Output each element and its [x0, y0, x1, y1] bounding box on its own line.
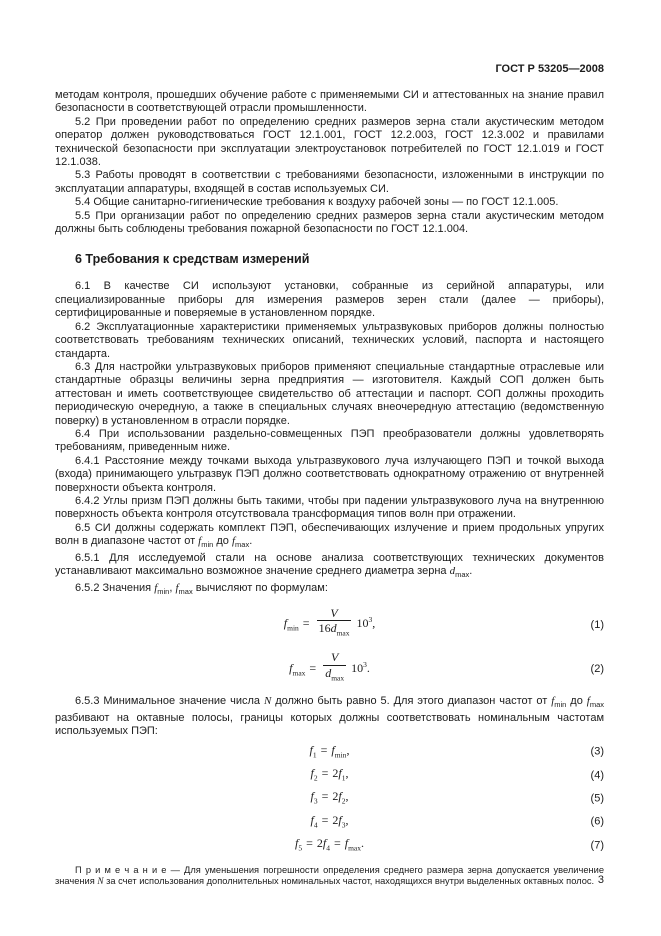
text: 10: [356, 616, 369, 631]
paragraph-5-3: 5.3 Работы проводят в соответствии с требованиями безопасности, изложенными в инструкции по эксплуатации аппаратуры, входящей в состав используемых СИ.: [55, 169, 604, 195]
f-symbol: f: [175, 581, 179, 594]
paragraph-5-2: 5.2 При проведении работ по определению средних размеров зерна стали акустическим методом оператор должен руководствоваться ГОСТ 12.1.001, ГОСТ 12.2.003, ГОСТ 12.3.002 и правилами технической безопасности при эксплуатации электроустановок потребителей по ГОСТ 12.1.019 и ГОСТ 12.1.038.: [55, 115, 604, 169]
power-of-ten: [351, 661, 367, 675]
fraction: [317, 607, 352, 640]
paragraph-continuation: методам контроля, прошедших обучение работе с применяемыми СИ и аттестованных на знание правил безопасности в соответствующей отрасли промышленности.: [55, 89, 604, 115]
f-symbol: f: [154, 581, 158, 594]
text: П р и м е ч а н и е — Для уменьшения погрешности определения среднего размера зерна допускается увеличение значения: [55, 864, 604, 887]
f-symbol: f: [338, 789, 342, 804]
subscript: 1: [312, 749, 317, 759]
subscript: 4: [313, 820, 318, 830]
f-symbol: f: [309, 742, 313, 757]
f-symbol: f: [331, 742, 335, 757]
subscript-min: min: [287, 623, 299, 633]
paragraph-6-2: 6.2 Эксплуатационные характеристики применяемых ультразвуковых приборов должны полностью соответствовать требованиям технических описаний, технических условий, паспорта и настоящего стандарта.: [55, 320, 604, 360]
text: 6.5 СИ должны содержать комплект ПЭП, обеспечивающих излучение и прием продольных упругих волн в диапазоне частот от: [55, 521, 604, 548]
punctuation: ,: [345, 789, 349, 804]
fraction-denominator: [317, 621, 352, 640]
paragraph-6-5-2: [55, 582, 604, 599]
d-symbol: d: [330, 621, 337, 636]
v-symbol: V: [330, 605, 338, 620]
equation-body: [310, 812, 349, 830]
equation-number: (6): [590, 815, 604, 828]
punctuation: .: [366, 660, 370, 675]
subscript-max: max: [235, 540, 250, 550]
equation-number: (7): [590, 839, 604, 852]
equation-number: (3): [590, 745, 604, 758]
subscript-max: max: [178, 586, 193, 596]
subscript-max: max: [589, 700, 604, 710]
equation-5: [55, 789, 604, 808]
coefficient: 2: [332, 812, 339, 827]
equation-body: [294, 836, 364, 853]
subscript-min: min: [201, 540, 214, 550]
standard-number: ГОСТ Р 53205—2008: [495, 63, 604, 75]
equation-number: (5): [590, 792, 604, 805]
equation-body: [310, 743, 350, 757]
f-symbol: f: [344, 836, 349, 851]
v-symbol: V: [330, 650, 339, 665]
f-symbol: f: [289, 660, 293, 675]
subscript-max: max: [292, 668, 306, 678]
equals-sign: =: [320, 742, 328, 757]
section-heading: 6 Требования к средствам измерений: [75, 252, 310, 267]
subscript-min: min: [554, 700, 567, 710]
equation-number: (4): [590, 769, 604, 782]
text: должно быть равно 5. Для этого диапазон частот от: [271, 695, 552, 708]
paragraph-6-5-1: [55, 552, 604, 582]
note-paragraph: [55, 865, 604, 889]
text: разбивают на октавные полосы, границы которых должны соответствовать номинальным частотам используемых ПЭП:: [55, 711, 604, 738]
equation-body: [283, 605, 376, 638]
equation-4: [55, 766, 604, 785]
text: .: [249, 535, 253, 548]
fraction-numerator: [317, 607, 352, 622]
equals-sign: =: [321, 789, 329, 804]
power-of-ten: [356, 616, 372, 630]
text: 10: [351, 660, 364, 675]
f-symbol: f: [310, 789, 314, 804]
subscript: 3: [341, 820, 346, 830]
subscript: 1: [341, 773, 346, 783]
punctuation: ,: [372, 616, 376, 631]
text: вычисляют по формулам:: [192, 581, 328, 594]
paragraph-6-4-2: 6.4.2 Углы призм ПЭП должны быть такими, чтобы при падении ультразвукового луча на внутреннюю поверхность объекта контроля отсутствовала трансформация типов волн при отражении.: [55, 494, 604, 521]
f-symbol: f: [338, 765, 342, 780]
equals-sign: =: [306, 836, 313, 851]
equals-sign: =: [321, 812, 329, 827]
subscript: 2: [341, 796, 346, 806]
equation-number: (2): [590, 662, 604, 675]
equals-sign: =: [321, 765, 329, 780]
punctuation: ,: [346, 742, 350, 757]
page-content: [55, 89, 604, 898]
f-symbol: f: [586, 695, 590, 708]
f-symbol: f: [338, 812, 342, 827]
equation-1: [55, 606, 604, 642]
text: ,: [169, 581, 176, 594]
exponent: 3: [368, 615, 373, 625]
paragraph-6-5: [55, 522, 604, 552]
text: 6.5.1 Для исследуемой стали на основе анализа соответствующих технических документов устанавливают максимально возможное значение среднего диаметра зерна: [55, 551, 604, 578]
fraction-numerator: [323, 651, 346, 666]
f-symbol: f: [551, 695, 555, 708]
f-symbol: f: [294, 836, 299, 851]
subscript: 3: [313, 796, 318, 806]
subscript-max: max: [348, 843, 361, 853]
coefficient: 2: [332, 789, 339, 804]
f-symbol: f: [322, 836, 327, 851]
equation-7: [55, 836, 604, 855]
f-symbol: f: [283, 616, 288, 631]
equation-body: [310, 765, 349, 783]
page-header: [55, 63, 604, 76]
punctuation: ,: [345, 812, 349, 827]
text: за счет использования дополнительных номинальных частот, находящихся внутри выделенных октавных полос.: [103, 876, 595, 887]
equation-3: [55, 743, 604, 762]
n-symbol: N: [97, 877, 104, 888]
d-symbol: d: [449, 565, 456, 578]
f-symbol: f: [310, 765, 314, 780]
equals-sign: =: [309, 660, 317, 675]
subscript-max: max: [331, 673, 345, 683]
paragraph-6-5-3: [55, 695, 604, 738]
fraction: [323, 651, 346, 684]
paragraph-6-4: 6.4 При использовании раздельно-совмещенных ПЭП преобразователи должны удовлетворять требованиям, приведенным ниже.: [55, 427, 604, 454]
n-symbol: N: [263, 695, 272, 708]
text: до: [566, 695, 587, 708]
subscript: 5: [298, 843, 303, 853]
equals-sign: =: [302, 616, 310, 631]
coefficient: 16: [318, 621, 331, 636]
page-number: 3: [597, 873, 604, 886]
text: .: [469, 565, 473, 578]
f-symbol: f: [198, 535, 202, 548]
text: 6.5.2 Значения: [75, 581, 155, 594]
equation-number: (1): [590, 618, 604, 631]
subscript: min: [334, 749, 347, 759]
subscript-min: min: [157, 586, 170, 596]
subscript-max: max: [455, 570, 470, 580]
coefficient: 2: [332, 765, 339, 780]
subscript-max: max: [336, 628, 350, 638]
fraction-denominator: [323, 666, 346, 685]
text: 6.5.3 Минимальное значение числа: [75, 695, 264, 708]
paragraph-5-5: 5.5 При организации работ по определению средних размеров зерна стали акустическим методом должны быть соблюдены требования пожарной безопасности по ГОСТ 12.1.004.: [55, 209, 604, 236]
equation-body: [310, 789, 349, 806]
equation-2: [55, 651, 604, 687]
paragraph-6-1: 6.1 В качестве СИ используют установки, собранные из серийной аппаратуры, или специализированные приборы для измерения размеров зерен стали (далее — приборы), сертифицированные и поверяемые в установленном порядке.: [55, 280, 604, 320]
d-symbol: d: [325, 665, 332, 680]
subscript: 4: [326, 843, 330, 853]
punctuation: .: [361, 836, 364, 851]
exponent: 3: [363, 659, 367, 669]
coefficient: 2: [316, 836, 323, 851]
equation-body: [289, 650, 370, 683]
f-symbol: f: [231, 535, 236, 548]
equation-6: [55, 813, 604, 832]
equals-sign: =: [333, 836, 341, 851]
punctuation: ,: [345, 765, 349, 780]
paragraph-6-4-1: 6.4.1 Расстояние между точками выхода ультразвукового луча излучающего ПЭП и точкой выхода (входа) принимающего ультразвук ПЭП должно соответствовать однократному отражению от внутренней поверхности объекта контроля.: [55, 454, 604, 494]
text: до: [213, 535, 232, 548]
f-symbol: f: [310, 812, 314, 827]
paragraph-5-4: 5.4 Общие санитарно-гигиенические требования к воздуху рабочей зоны — по ГОСТ 12.1.005.: [75, 196, 559, 209]
subscript: 2: [313, 773, 318, 783]
paragraph-6-3: 6.3 Для настройки ультразвуковых приборов применяют специальные стандартные отраслевые или стандартные образцы величины зерна предприятия — изготовителя. Каждый СОП должен быть аттестован и иметь соответствующее свидетельство об аттестации и паспорт. СОП должны проходить периодическую очередную, а также в специальных случаях внеочередную аттестацию (ведомственную поверку) в установленном в отрасли порядке.: [55, 360, 604, 427]
